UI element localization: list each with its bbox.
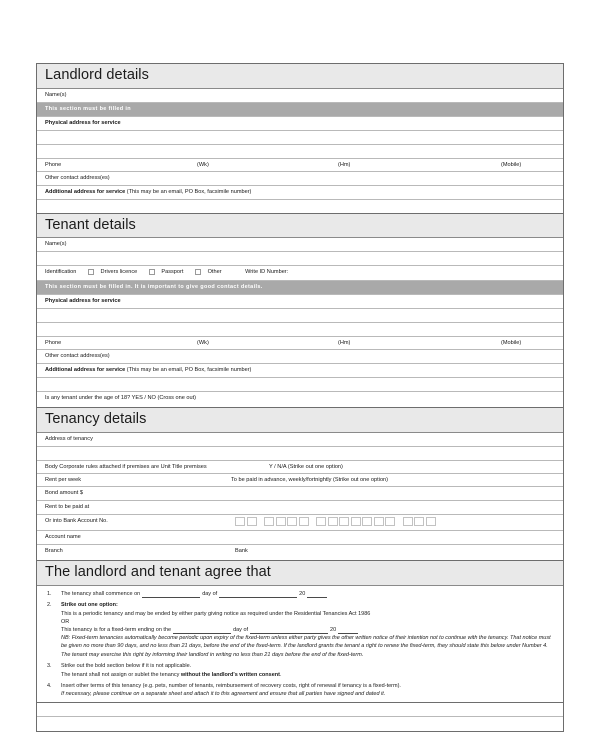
tenant-phone-row[interactable] <box>37 337 563 350</box>
bank-account-group-2 <box>264 517 310 526</box>
bank-account-digit-box[interactable] <box>316 517 326 526</box>
bank-account-digit-box[interactable] <box>235 517 245 526</box>
landlord-additional-address-row[interactable] <box>37 186 563 200</box>
fixed-term-text-b: day of <box>233 626 249 633</box>
tenant-physical-address-row[interactable] <box>37 295 563 309</box>
tenancy-address-row[interactable] <box>37 433 563 447</box>
sublet-text-bold: without the landlord's written consent <box>180 671 280 678</box>
bank-account-digit-box[interactable] <box>287 517 297 526</box>
agreement-item-2-line-1: This is a periodic tenancy and may be ended by either party giving notice as required under the Residential Tenancies Act 1986 <box>61 610 371 617</box>
tenant-additional-address-note: (This may be an email, PO Box, facsimile number) <box>126 367 252 374</box>
agreement-free-text-line-2[interactable] <box>37 717 563 731</box>
sublet-text-a: The tenant shall not assign or sublet the tenancy <box>61 671 181 678</box>
tenant-other-contact-label: Other contact address(es) <box>45 353 110 360</box>
agreement-item-3-line-1: Strike out the bold section below if it is not applicable. <box>61 663 192 670</box>
bank-account-label: Or into Bank Account No. <box>45 518 108 524</box>
tenant-address-line-3[interactable] <box>37 323 563 337</box>
body-corporate-row[interactable] <box>37 461 563 474</box>
landlord-phone-label: Phone <box>45 161 62 168</box>
agreement-item-3 <box>45 662 555 678</box>
fixed-term-text-a: This tenancy is for a fixed-term ending on the <box>61 626 172 633</box>
tenant-under-18-label: Is any tenant under the age of 18? YES / NO (Cross one out) <box>45 395 197 402</box>
bank-account-group-1 <box>235 517 258 526</box>
section-header-agreement: The landlord and tenant agree that <box>37 561 563 586</box>
bank-account-digit-box[interactable] <box>426 517 436 526</box>
agreement-item-2-heading: Strike out one option: <box>61 602 118 609</box>
bank-account-digit-box[interactable] <box>374 517 384 526</box>
agreement-item-2-note: NB: Fixed-term tenancies automatically become periodic upon expiry of the fixed-term unless either party gives the other written notice of their intention not to continue with the tenancy. That notice must be given no more than 90 days, and no less than 21 days, before the end of the fixed-term. If the landlord grants the tenant a right to renew the fixed-term, they should state this below under Number 4. The tenant may exercise this right by informing their landlord in writing no less than 21 days before the end of the fixed-term. <box>61 635 551 658</box>
bank-account-digit-box[interactable] <box>403 517 413 526</box>
tenant-names-entry[interactable] <box>37 252 563 266</box>
landlord-names-label: Name(s) <box>45 91 67 98</box>
agreement-item-4 <box>45 682 555 698</box>
rent-per-week-label: Rent per week <box>45 477 82 483</box>
rent-per-week-row[interactable] <box>37 474 563 487</box>
tenancy-address-entry[interactable] <box>37 447 563 461</box>
bank-account-digit-box[interactable] <box>339 517 349 526</box>
bank-account-group-3 <box>316 517 397 526</box>
commence-month-blank[interactable] <box>219 591 297 598</box>
bank-account-digit-box[interactable] <box>299 517 309 526</box>
fixed-term-day-blank[interactable] <box>173 627 231 634</box>
section-header-tenant: Tenant details <box>37 214 563 239</box>
fixed-term-month-blank[interactable] <box>250 627 328 634</box>
account-name-row[interactable] <box>37 531 563 545</box>
landlord-address-line-2[interactable] <box>37 131 563 145</box>
checkbox-drivers-licence[interactable] <box>88 269 94 275</box>
identification-option-other: Other <box>207 269 222 276</box>
agreement-item-1-text-b: day of <box>202 590 218 597</box>
tenant-additional-address-label: Additional address for service <box>45 367 126 374</box>
tenant-physical-address-label: Physical address for service <box>45 298 121 305</box>
agreement-item-4-number: 4. <box>47 683 52 690</box>
landlord-banner: This section must be filled in <box>37 103 563 117</box>
rent-paid-at-row[interactable] <box>37 501 563 515</box>
branch-label: Branch <box>45 548 63 554</box>
agreement-item-3-line-2 <box>61 671 555 679</box>
commence-year-blank[interactable] <box>307 591 327 598</box>
agreement-body <box>37 586 563 703</box>
agreement-item-2 <box>45 601 555 658</box>
identification-label: Identification <box>45 269 77 276</box>
tenancy-agreement-form <box>36 63 564 732</box>
agreement-item-3-number: 3. <box>47 663 52 670</box>
landlord-additional-address-label: Additional address for service <box>45 188 126 195</box>
landlord-phone-mobile: (Mobile) <box>501 161 522 168</box>
landlord-phone-row[interactable] <box>37 159 563 172</box>
tenant-names-label: Name(s) <box>45 241 67 248</box>
tenant-phone-label: Phone <box>45 340 62 347</box>
rent-paid-note[interactable]: To be paid in advance, weekly/fortnightly (Strike out one option) <box>231 477 389 483</box>
agreement-item-4-line-2: If necessary, please continue on a separate sheet and attach it to this agreement and ensure that all parties have signed and dated it. <box>61 691 386 698</box>
landlord-physical-address-label: Physical address for service <box>45 119 121 126</box>
body-corporate-label: Body Corporate rules attached if premises are Unit Title premises <box>45 464 207 470</box>
landlord-additional-address-note: (This may be an email, PO Box, facsimile number) <box>126 188 252 195</box>
checkbox-passport[interactable] <box>149 269 155 275</box>
landlord-physical-address-row[interactable] <box>37 117 563 131</box>
identification-option-drivers-licence: Drivers licence <box>100 269 138 276</box>
bank-account-group-4 <box>403 517 438 526</box>
rent-paid-at-label: Rent to be paid at <box>45 504 90 510</box>
tenant-additional-address-row[interactable] <box>37 364 563 378</box>
landlord-phone-wk: (Wk) <box>197 161 209 168</box>
agreement-item-1 <box>45 590 555 598</box>
write-id-number-label: Write ID Number: <box>245 269 289 276</box>
landlord-address-line-3[interactable] <box>37 145 563 159</box>
landlord-other-contact-label: Other contact address(es) <box>45 174 110 181</box>
identification-option-passport: Passport <box>161 269 184 276</box>
landlord-names-row[interactable] <box>37 89 563 103</box>
bank-account-digit-box[interactable] <box>414 517 424 526</box>
bank-label: Bank <box>235 548 248 554</box>
tenant-address-line-2[interactable] <box>37 309 563 323</box>
tenant-banner: This section must be filled in. It is important to give good contact details. <box>37 281 563 295</box>
bank-account-digit-box[interactable] <box>247 517 257 526</box>
agreement-item-1-number: 1. <box>47 590 52 597</box>
tenant-identification-row[interactable] <box>37 266 563 281</box>
account-name-label: Account name <box>45 534 81 540</box>
bank-account-number-boxes[interactable] <box>235 517 437 526</box>
fixed-term-text-c: 20 <box>330 626 337 633</box>
bank-account-digit-box[interactable] <box>351 517 361 526</box>
bond-amount-row[interactable] <box>37 487 563 501</box>
bank-account-digit-box[interactable] <box>264 517 274 526</box>
agreement-item-1-text-a: The tenancy shall commence on <box>61 590 141 597</box>
agreement-free-text-line-1[interactable] <box>37 703 563 717</box>
agreement-item-2-line-3 <box>61 626 555 634</box>
bank-account-digit-box[interactable] <box>276 517 286 526</box>
tenant-names-row[interactable] <box>37 238 563 252</box>
checkbox-other[interactable] <box>195 269 201 275</box>
bank-account-digit-box[interactable] <box>328 517 338 526</box>
bank-account-row[interactable] <box>37 515 563 531</box>
tenant-phone-wk: (Wk) <box>197 340 209 347</box>
branch-bank-row[interactable] <box>37 545 563 561</box>
landlord-other-contact-row[interactable] <box>37 172 563 186</box>
bank-account-digit-box[interactable] <box>362 517 372 526</box>
landlord-additional-address-entry[interactable] <box>37 200 563 214</box>
tenant-phone-hm: (Hm) <box>338 340 351 347</box>
tenant-under-18-row[interactable] <box>37 392 563 408</box>
tenant-other-contact-row[interactable] <box>37 350 563 364</box>
tenant-additional-address-entry[interactable] <box>37 378 563 392</box>
sublet-text-c: . <box>279 671 282 678</box>
agreement-item-2-line-2: OR <box>61 618 70 625</box>
landlord-phone-hm: (Hm) <box>338 161 351 168</box>
body-corporate-option[interactable]: Y / N/A (Strike out one option) <box>269 464 343 470</box>
section-header-landlord: Landlord details <box>37 64 563 89</box>
fixed-term-year-blank[interactable] <box>338 627 358 634</box>
section-header-tenancy: Tenancy details <box>37 408 563 433</box>
agreement-item-4-line-1: Insert other terms of this tenancy (e.g. pets, number of tenants, reimbursement of recovery costs, right of renewal if tenancy is a fixed-term). <box>61 683 401 690</box>
agreement-item-2-number: 2. <box>47 602 52 609</box>
agreement-item-1-text-c: 20 <box>299 590 306 597</box>
tenancy-address-label: Address of tenancy <box>45 436 93 442</box>
bond-amount-label: Bond amount $ <box>45 490 83 496</box>
commence-day-blank[interactable] <box>142 591 200 598</box>
bank-account-digit-box[interactable] <box>385 517 395 526</box>
tenant-phone-mobile: (Mobile) <box>501 340 522 347</box>
